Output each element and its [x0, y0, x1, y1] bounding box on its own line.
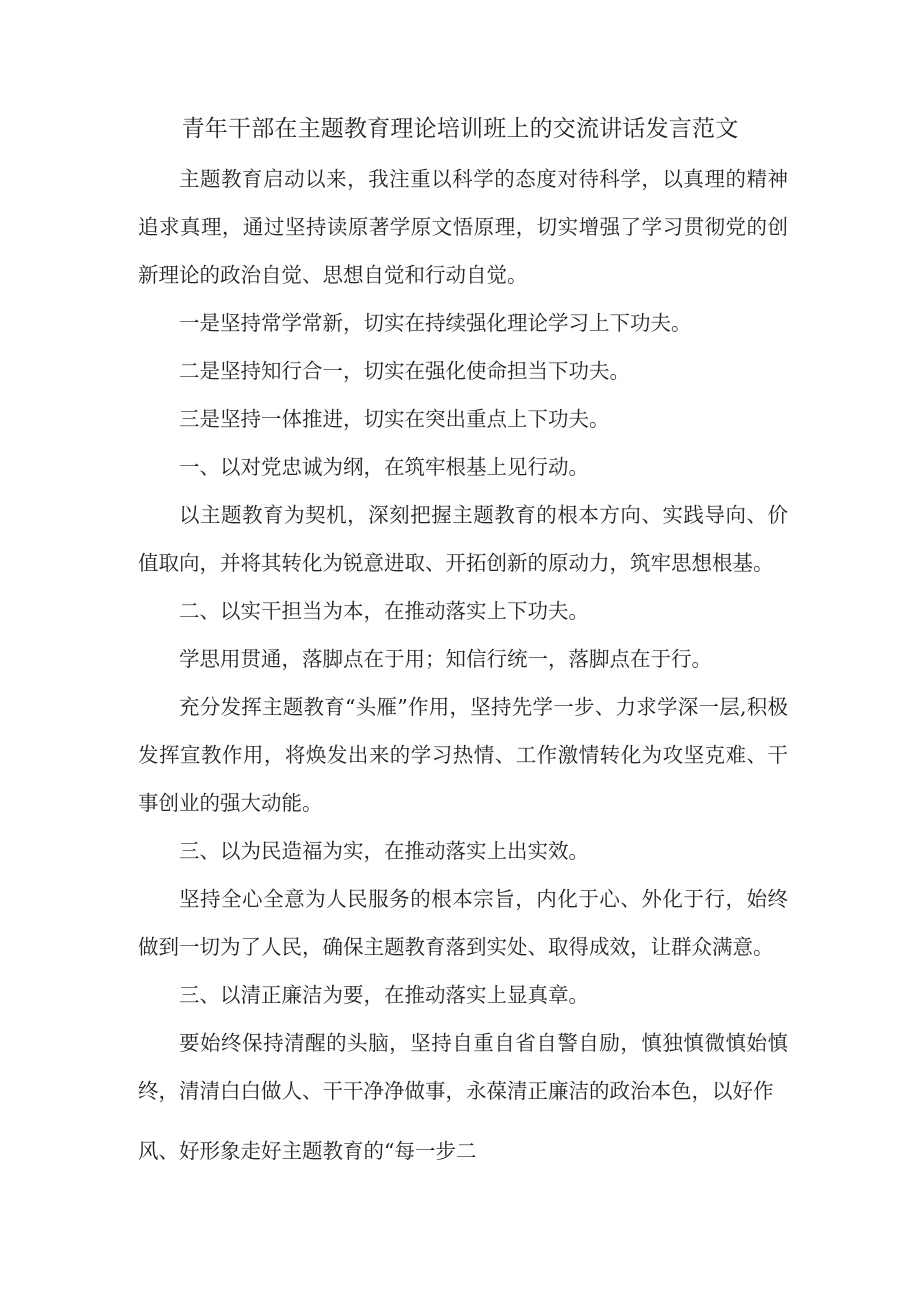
section-heading: 一、以对党忠诚为纲，在筑牢根基上见行动。: [179, 455, 589, 479]
document-title: 青年干部在主题教育理论培训班上的交流讲话发言范文: [181, 116, 739, 142]
paragraph: 以主题教育为契机，深刻把握主题教育的根本方向、实践导向、价值取向，并将其转化为锐意进取、开拓创新的原动力，筑牢思想根基。: [138, 503, 788, 575]
paragraph: 一是坚持常学常新，切实在持续强化理论学习上下功夫。: [179, 311, 692, 335]
paragraph: 主题教育启动以来，我注重以科学的态度对待科学，以真理的精神追求真理，通过坚持读原著学原文悟原理，切实增强了学习贯彻党的创新理论的政治自觉、思想自觉和行动自觉。: [138, 167, 788, 287]
section-heading: 三、以清正廉洁为要，在推动落实上显真章。: [179, 983, 589, 1007]
paragraph-continuation: 风、好形象走好主题教育的“每一步二: [138, 1139, 477, 1163]
paragraph: 二是坚持知行合一，切实在强化使命担当下功夫。: [179, 359, 630, 383]
paragraph: 要始终保持清醒的头脑，坚持自重自省自警自励，慎独慎微慎始慎终，清清白白做人、干干净净做事，永葆清正廉洁的政治本色，以好作: [138, 1031, 788, 1103]
section-heading: 二、以实干担当为本，在推动落实上下功夫。: [179, 599, 589, 623]
paragraph: 充分发挥主题教育“头雁”作用，坚持先学一步、力求学深一层,积极发挥宣教作用，将焕发出来的学习热情、工作激情转化为攻坚克难、干事创业的强大动能。: [138, 695, 788, 815]
paragraph: 学思用贯通，落脚点在于用；知信行统一，落脚点在于行。: [179, 647, 712, 671]
paragraph: 三是坚持一体推进，切实在突出重点上下功夫。: [179, 407, 610, 431]
section-heading: 三、以为民造福为实，在推动落实上出实效。: [179, 839, 589, 863]
paragraph: 坚持全心全意为人民服务的根本宗旨，内化于心、外化于行，始终做到一切为了人民，确保主题教育落到实处、取得成效，让群众满意。: [138, 887, 788, 959]
document-body: [138, 155, 788, 1175]
